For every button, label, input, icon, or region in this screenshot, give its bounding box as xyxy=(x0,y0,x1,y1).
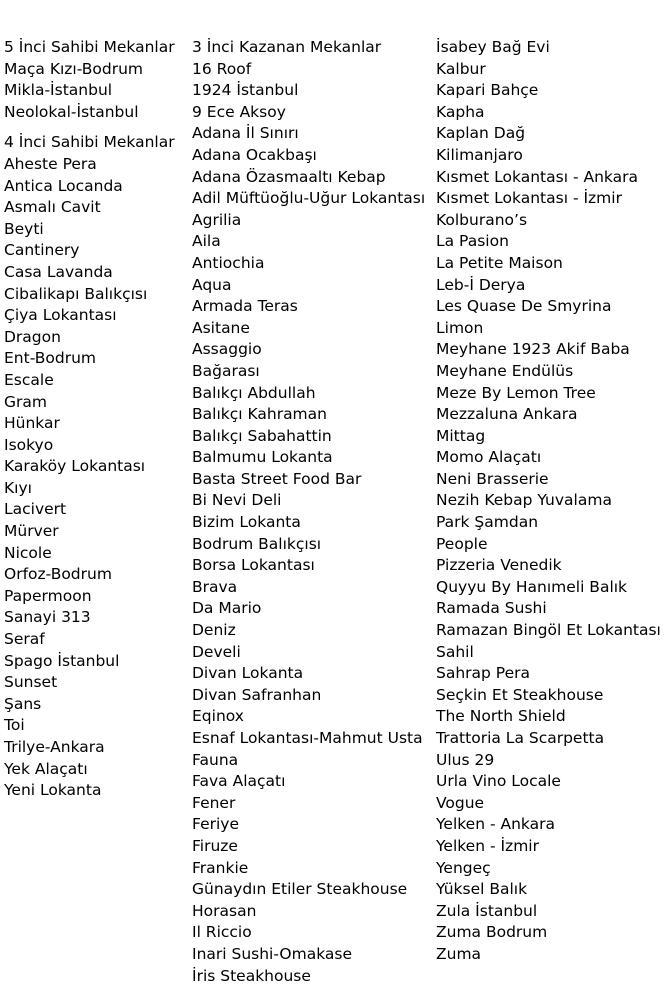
list-item: Lacivert xyxy=(4,500,67,519)
list-item: İris Steakhouse xyxy=(192,966,311,985)
list-item: Meyhane Endülüs xyxy=(436,361,574,380)
list-item: Seraf xyxy=(4,630,45,649)
list-item: Sanayi 313 xyxy=(4,608,91,627)
list-item: Leb-İ Derya xyxy=(436,275,526,294)
list-item: Spago İstanbul xyxy=(4,651,120,670)
list-item: Mikla-İstanbul xyxy=(4,81,113,100)
list-item: Zuma xyxy=(436,944,482,963)
list-item: Ulus 29 xyxy=(436,750,495,769)
list-item: Adil Müftüoğlu-Uğur Lokantası xyxy=(192,189,426,208)
list-item: Nezih Kebap Yuvalama xyxy=(436,491,612,510)
list-item: Kısmet Lokantası - Ankara xyxy=(436,167,638,186)
list-item: Fava Alaçatı xyxy=(192,772,286,791)
list-item: Firuze xyxy=(192,836,238,855)
list-item: La Petite Maison xyxy=(436,253,563,272)
list-item: Limon xyxy=(436,318,484,337)
list-item: Trattoria La Scarpetta xyxy=(436,729,605,747)
list-item: Dragon xyxy=(4,327,61,346)
list-item: 1924 İstanbul xyxy=(192,81,299,100)
list-item: Nicole xyxy=(4,543,52,562)
list-item: Adana Ocakbaşı xyxy=(192,145,317,164)
list-item: 9 Ece Aksoy xyxy=(192,102,286,121)
list-item: Karaköy Lokantası xyxy=(4,457,146,476)
list-item: Sahrap Pera xyxy=(436,664,530,683)
list-item: Zula İstanbul xyxy=(436,901,538,920)
list-item: Zuma Bodrum xyxy=(436,923,548,942)
list-item: Brava xyxy=(192,577,238,596)
list-item: Momo Alaçatı xyxy=(436,448,542,467)
list-item: Adana Özasmaaltı Kebap xyxy=(192,167,386,186)
list-item: İsabey Bağ Evi xyxy=(436,38,550,56)
column-right xyxy=(436,37,670,966)
list-item: Gram xyxy=(4,392,47,411)
list-item: Ramazan Bingöl Et Lokantası xyxy=(436,621,661,640)
list-item: Trilye-Ankara xyxy=(4,738,105,756)
list-item: Aqua xyxy=(192,275,232,294)
list-item: Kısmet Lokantası - İzmir xyxy=(436,189,622,208)
list-item: Borsa Lokantası xyxy=(192,556,315,575)
list-item: Neni Brasserie xyxy=(436,469,549,488)
list-item: Cibalikapı Balıkçısı xyxy=(4,284,148,303)
list-item: Kapari Bahçe xyxy=(436,81,539,100)
list-item: Günaydın Etiler Steakhouse xyxy=(192,880,408,899)
list-item: Eqinox xyxy=(192,707,244,726)
list-item: Bizim Lokanta xyxy=(192,513,301,532)
list-item: Vogue xyxy=(436,793,485,812)
list-item: Fener xyxy=(192,793,236,812)
list-item: Meze By Lemon Tree xyxy=(436,383,596,402)
list-item: Kalbur xyxy=(436,59,486,78)
list-item: 16 Roof xyxy=(192,59,252,78)
list-item: Quyyu By Hanımeli Balık xyxy=(436,577,628,596)
list-item: Develi xyxy=(192,642,241,661)
list-item: Kolburano’s xyxy=(436,210,528,229)
list-item: Balıkçı Sabahattin xyxy=(192,426,332,445)
list-item: Şans xyxy=(4,694,42,713)
list-item: Sahil xyxy=(436,642,474,661)
list-item: Assaggio xyxy=(192,340,262,359)
list-item: Basta Street Food Bar xyxy=(192,469,362,488)
list-item: Da Mario xyxy=(192,599,262,618)
list-item: The North Shield xyxy=(436,707,566,726)
list-item: Balıkçı Abdullah xyxy=(192,383,316,402)
list-item: Mürver xyxy=(4,522,59,541)
list-item: Çiya Lokantası xyxy=(4,306,117,325)
list-item: Feriye xyxy=(192,815,239,834)
list-item: Kapha xyxy=(436,102,485,121)
list-item: Horasan xyxy=(192,901,257,920)
list-item: Hünkar xyxy=(4,414,60,433)
list-item: Yek Alaçatı xyxy=(4,759,88,778)
list-item: Beyti xyxy=(4,219,44,238)
list-item: Escale xyxy=(4,370,54,389)
list-item: Bodrum Balıkçısı xyxy=(192,534,322,553)
list-item: Balmumu Lokanta xyxy=(192,448,333,467)
list-item: Pizzeria Venedik xyxy=(436,556,562,575)
list-item: Mittag xyxy=(436,426,486,445)
list-item: Kilimanjaro xyxy=(436,145,523,164)
list-item: Frankie xyxy=(192,858,249,877)
section-heading-4-inci: 4 İnci Sahibi Mekanlar xyxy=(4,133,175,152)
list-item: Maça Kızı-Bodrum xyxy=(4,59,144,78)
list-item: Balıkçı Kahraman xyxy=(192,405,327,424)
section-heading-5-inci: 5 İnci Sahibi Mekanlar xyxy=(4,38,175,56)
list-item: Divan Safranhan xyxy=(192,685,322,704)
list-item: Sunset xyxy=(4,673,58,692)
list-item: Yelken - İzmir xyxy=(436,836,539,855)
list-item: Yelken - Ankara xyxy=(436,815,555,834)
list-item: Toi xyxy=(4,716,25,735)
list-item: Ent-Bodrum xyxy=(4,349,96,368)
section-spacer xyxy=(4,123,188,132)
list-item: Aila xyxy=(192,232,221,251)
list-item: Mezzaluna Ankara xyxy=(436,405,578,424)
list-item: Aheste Pera xyxy=(4,154,97,173)
list-item: Neolokal-İstanbul xyxy=(4,102,139,121)
list-item: Ramada Sushi xyxy=(436,599,547,618)
list-item: Bi Nevi Deli xyxy=(192,491,282,510)
list-item: Park Şamdan xyxy=(436,513,539,532)
list-item: Asitane xyxy=(192,318,250,337)
list-item: Urla Vino Locale xyxy=(436,772,561,791)
list-item: Casa Lavanda xyxy=(4,262,113,281)
list-item: Les Quase De Smyrina xyxy=(436,297,612,316)
column-left xyxy=(4,37,188,802)
list-item: Orfoz-Bodrum xyxy=(4,565,112,584)
list-item: Armada Teras xyxy=(192,297,298,316)
list-item: Meyhane 1923 Akif Baba xyxy=(436,340,630,359)
list-item: Asmalı Cavit xyxy=(4,198,101,217)
list-item: Seçkin Et Steakhouse xyxy=(436,685,604,704)
list-item: Adana İl Sınırı xyxy=(192,124,299,143)
column-middle xyxy=(192,37,432,987)
list-item: Isokyo xyxy=(4,435,54,454)
list-item: Yengeç xyxy=(436,858,491,877)
list-item: People xyxy=(436,534,488,553)
list-item: Yeni Lokanta xyxy=(4,781,102,800)
list-item: Yüksel Balık xyxy=(436,880,528,899)
list-item: Papermoon xyxy=(4,586,92,605)
list-item: Antica Locanda xyxy=(4,176,123,195)
list-item: Esnaf Lokantası-Mahmut Usta xyxy=(192,729,423,747)
list-item: Il Riccio xyxy=(192,923,252,942)
list-item: Agrilia xyxy=(192,210,242,229)
list-item: Kaplan Dağ xyxy=(436,124,526,143)
list-item: Antiochia xyxy=(192,253,265,272)
list-item: Cantinery xyxy=(4,241,80,260)
list-item: Deniz xyxy=(192,621,236,640)
list-item: La Pasion xyxy=(436,232,509,251)
list-item: Inari Sushi-Omakase xyxy=(192,944,353,963)
list-item: Kıyı xyxy=(4,478,32,497)
section-heading-3-inci: 3 İnci Kazanan Mekanlar xyxy=(192,38,382,56)
list-item: Bağarası xyxy=(192,361,260,380)
list-item: Fauna xyxy=(192,750,239,769)
list-item: Divan Lokanta xyxy=(192,664,304,683)
